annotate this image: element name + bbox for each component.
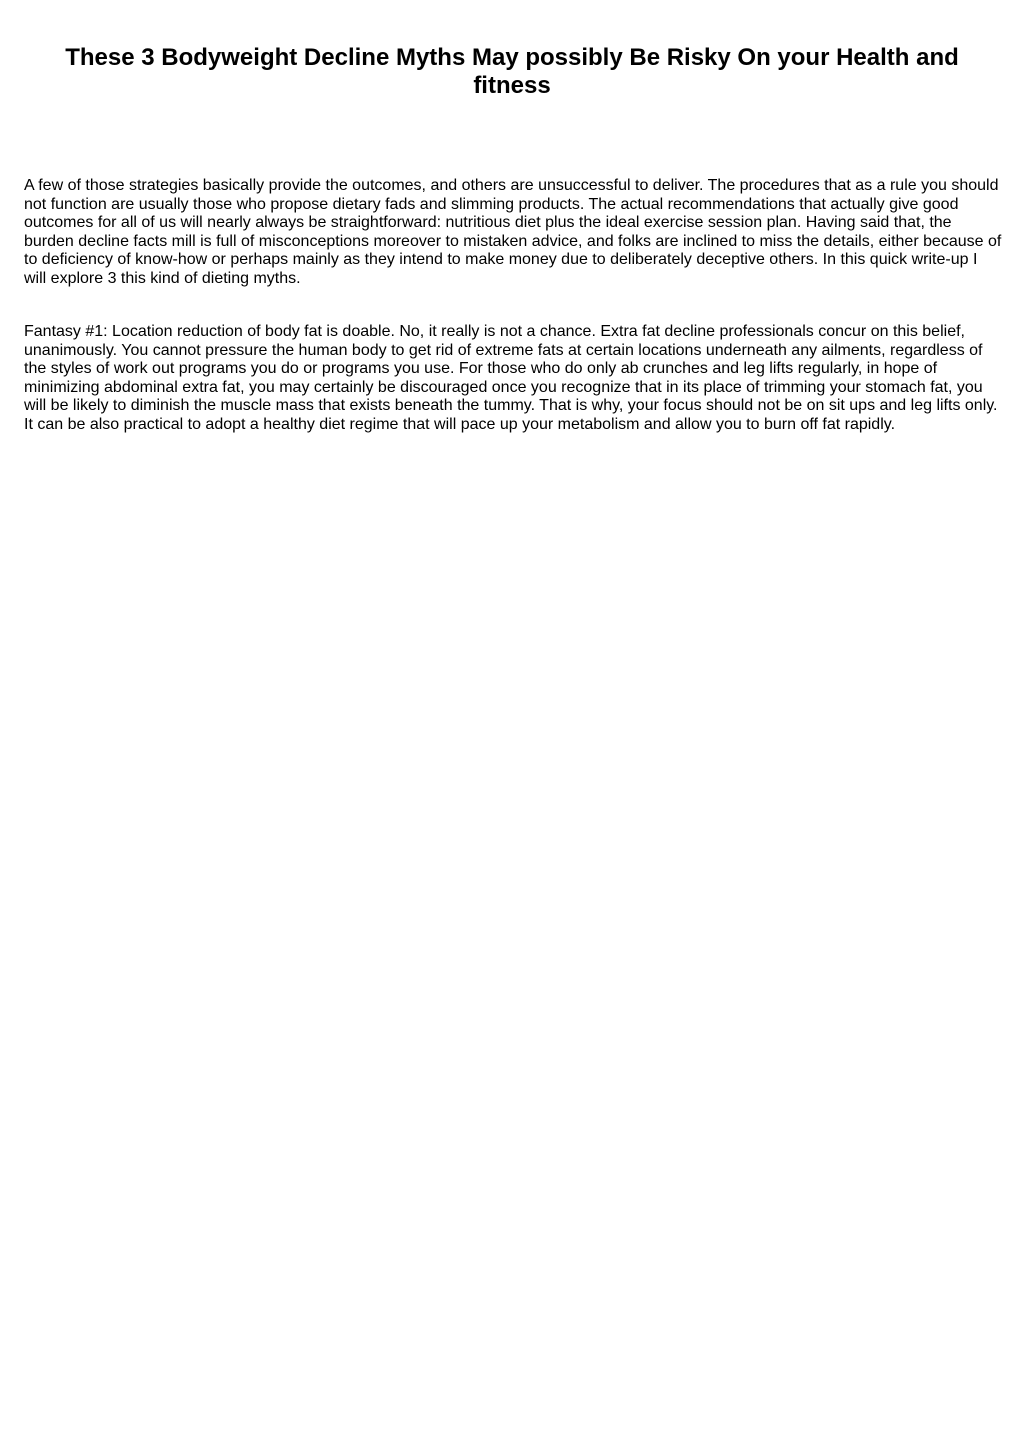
page-title: These 3 Bodyweight Decline Myths May possibly Be Risky On your Health and fitness: [65, 44, 959, 99]
paragraph-myth-1: Fantasy #1: Location reduction of body fat is doable. No, it really is not a chance. Extra fat decline professionals concur on this belief, unanimously. You cannot pressure the human body to get rid of extreme fats at certain locations underneath any ailments, regardless of the styles of work out programs you do or programs you use. For those who do only ab crunches and leg lifts regularly, in hope of minimizing abdominal extra fat, you may certainly be discouraged once you recognize that in its place of trimming your stomach fat, you will be likely to diminish the muscle mass that exists beneath the tummy. That is why, your focus should not be on sit ups and leg lifts only. It can be also practical to adopt a healthy diet regime that will pace up your metabolism and allow you to burn off fat rapidly.: [24, 323, 998, 433]
paragraph-intro: A few of those strategies basically provide the outcomes, and others are unsuccessful to deliver. The procedures that as a rule you should not function are usually those who propose dietary fads and slimming products. The actual recommendations that actually give good outcomes for all of us will nearly always be straightforward: nutritious diet plus the ideal exercise session plan. Having said that, the burden decline facts mill is full of misconceptions moreover to mistaken advice, and folks are inclined to miss the details, either because of to deficiency of know-how or perhaps mainly as they intend to make money due to deliberately deceptive others. In this quick write-up I will explore 3 this kind of dieting myths.: [24, 177, 1002, 287]
